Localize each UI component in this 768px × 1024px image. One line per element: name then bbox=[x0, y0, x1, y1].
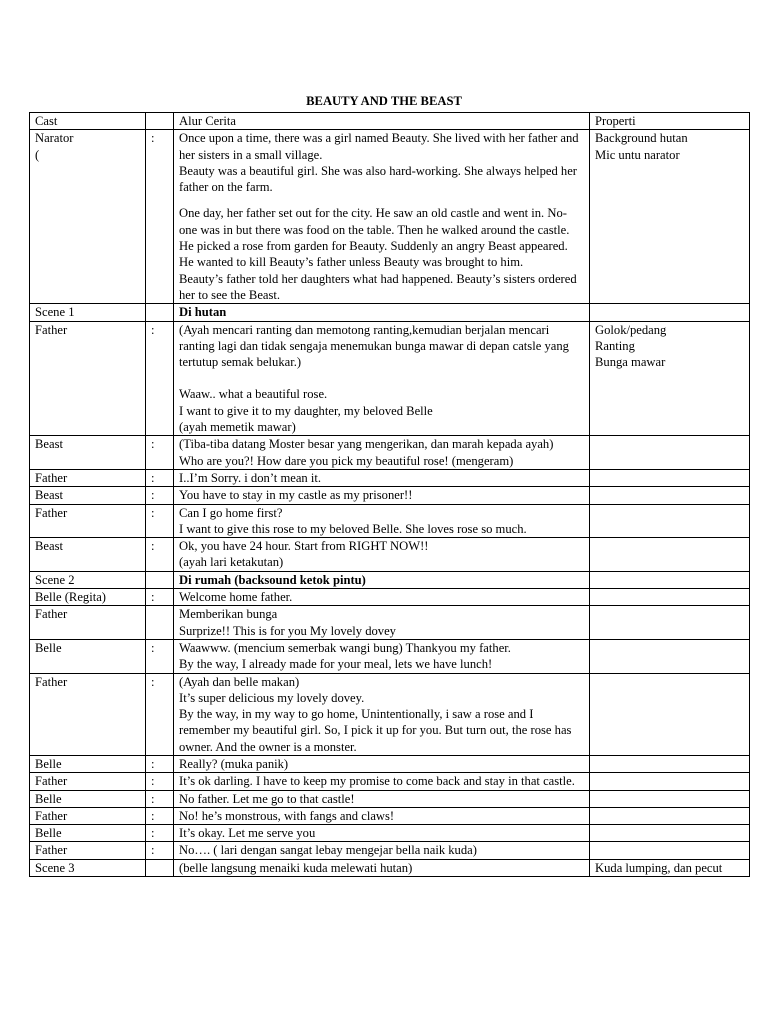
alur-cell-line: Memberikan bunga bbox=[179, 607, 278, 622]
colon-cell bbox=[146, 790, 174, 807]
colon-cell-line: : bbox=[151, 774, 155, 789]
alur-cell-line: (Tiba-tiba datang Moster besar yang mengerikan, dan marah kepada ayah) bbox=[179, 437, 554, 452]
colon-cell bbox=[146, 606, 174, 640]
cast-cell-line: Father bbox=[35, 505, 68, 520]
cast-cell bbox=[30, 773, 146, 790]
cast-cell bbox=[30, 589, 146, 606]
alur-cell bbox=[174, 807, 590, 824]
scene-row bbox=[30, 304, 750, 321]
cast-cell bbox=[30, 436, 146, 470]
cast-cell bbox=[30, 469, 146, 486]
cast-cell bbox=[30, 859, 146, 876]
cast-cell bbox=[30, 807, 146, 824]
alur-cell-line: I want to give it to my daughter, my beloved Belle bbox=[179, 403, 433, 418]
alur-cell-line: (Ayah mencari ranting dan memotong ranting,kemudian berjalan mencari ranting lagi dan tidak sengaja menemukan bunga mawar di depan catsle yang tertutup semak belukar.) bbox=[179, 322, 569, 370]
alur-cell bbox=[174, 673, 590, 755]
properti-cell bbox=[590, 504, 750, 538]
colon-cell-line: : bbox=[151, 488, 155, 503]
colon-cell-line: : bbox=[151, 640, 155, 655]
cast-cell-line: Belle bbox=[35, 640, 62, 655]
properti-cell bbox=[590, 538, 750, 572]
cast-cell bbox=[30, 304, 146, 321]
colon-cell-line: : bbox=[151, 470, 155, 485]
scene-row bbox=[30, 571, 750, 588]
alur-cell bbox=[174, 571, 590, 588]
cast-cell-line: Father bbox=[35, 843, 68, 858]
cast-cell bbox=[30, 673, 146, 755]
alur-cell-line: Can I go home first? bbox=[179, 505, 283, 520]
properti-cell bbox=[590, 571, 750, 588]
cast-cell-line: Father bbox=[35, 607, 68, 622]
colon-cell bbox=[146, 842, 174, 859]
colon-cell bbox=[146, 807, 174, 824]
alur-cell-line: One day, her father set out for the city. He saw an old castle and went in. No-one was in but there was food on the table. Then he walked around the castle. He picked a rose from garden for Beauty. Suddenly an angry Beast appeared. He wanted to kill Beauty’s father unless Beauty was brought to him. bbox=[179, 206, 570, 270]
alur-cell-line: Di hutan bbox=[179, 305, 227, 320]
alur-cell-line: Surprize!! This is for you My lovely dovey bbox=[179, 623, 396, 638]
properti-cell bbox=[590, 469, 750, 486]
alur-cell bbox=[174, 842, 590, 859]
properti-cell bbox=[590, 825, 750, 842]
table-row bbox=[30, 842, 750, 859]
colon-cell bbox=[146, 436, 174, 470]
table-row bbox=[30, 790, 750, 807]
cast-cell bbox=[30, 504, 146, 538]
cast-cell bbox=[30, 639, 146, 673]
properti-cell bbox=[590, 304, 750, 321]
properti-cell bbox=[590, 773, 750, 790]
cast-cell bbox=[30, 130, 146, 304]
cast-cell-line: Narator bbox=[35, 131, 74, 146]
alur-cell-line: By the way, in my way to go home, Unintentionally, i saw a rose and I remember my beautiful girl. So, I pick it up for you. But turn out, the rose has owner. And the owner is a monster. bbox=[179, 707, 572, 754]
table-row bbox=[30, 859, 750, 876]
cast-cell-line: Father bbox=[35, 774, 68, 789]
alur-cell-line: I want to give this rose to my beloved Belle. She loves rose so much. bbox=[179, 521, 527, 536]
cast-cell-line: Belle bbox=[35, 826, 62, 841]
alur-cell bbox=[174, 773, 590, 790]
table-row bbox=[30, 487, 750, 504]
script-table bbox=[29, 112, 750, 877]
colon-cell bbox=[146, 673, 174, 755]
properti-cell-line: Mic untu narator bbox=[595, 147, 680, 162]
cast-cell-line: Belle bbox=[35, 756, 62, 771]
alur-cell bbox=[174, 589, 590, 606]
colon-cell bbox=[146, 589, 174, 606]
table-row bbox=[30, 589, 750, 606]
alur-cell-line: Ok, you have 24 hour. Start from RIGHT NOW!! bbox=[179, 539, 429, 554]
colon-cell-line: : bbox=[151, 674, 155, 689]
colon-cell-line: : bbox=[151, 756, 155, 771]
cast-cell-line: Belle bbox=[35, 791, 62, 806]
header-cast: Cast bbox=[30, 113, 146, 130]
alur-cell-line: No…. ( lari dengan sangat lebay mengejar bella naik kuda) bbox=[179, 843, 477, 858]
cast-cell-line: Belle (Regita) bbox=[35, 590, 106, 605]
alur-cell bbox=[174, 538, 590, 572]
properti-cell bbox=[590, 859, 750, 876]
alur-cell bbox=[174, 130, 590, 304]
properti-cell bbox=[590, 755, 750, 772]
alur-cell bbox=[174, 825, 590, 842]
header-colon bbox=[146, 113, 174, 130]
table-row bbox=[30, 807, 750, 824]
alur-cell bbox=[174, 304, 590, 321]
alur-cell bbox=[174, 487, 590, 504]
colon-cell bbox=[146, 469, 174, 486]
colon-cell-line: : bbox=[151, 437, 155, 452]
properti-cell bbox=[590, 639, 750, 673]
blank-line bbox=[179, 195, 585, 205]
cast-cell-line: Father bbox=[35, 808, 68, 823]
alur-cell-line: No! he’s monstrous, with fangs and claws! bbox=[179, 808, 395, 823]
table-row bbox=[30, 773, 750, 790]
properti-cell bbox=[590, 842, 750, 859]
alur-cell-line: (Ayah dan belle makan) bbox=[179, 674, 300, 689]
colon-cell bbox=[146, 639, 174, 673]
header-properti: Properti bbox=[590, 113, 750, 130]
blank-line bbox=[179, 370, 585, 386]
alur-cell bbox=[174, 790, 590, 807]
alur-cell-line: (ayah memetik mawar) bbox=[179, 420, 296, 435]
cast-cell bbox=[30, 825, 146, 842]
table-row bbox=[30, 755, 750, 772]
cast-cell-line: Beast bbox=[35, 488, 63, 503]
alur-cell-line: Di rumah (backsound ketok pintu) bbox=[179, 572, 366, 587]
colon-cell-line: : bbox=[151, 826, 155, 841]
properti-cell-line: Golok/pedang bbox=[595, 322, 667, 337]
table-row bbox=[30, 504, 750, 538]
properti-cell bbox=[590, 130, 750, 304]
colon-cell bbox=[146, 859, 174, 876]
table-row bbox=[30, 130, 750, 304]
alur-cell-line: (belle langsung menaiki kuda melewati hutan) bbox=[179, 860, 413, 875]
table-row bbox=[30, 436, 750, 470]
properti-cell bbox=[590, 436, 750, 470]
cast-cell-line: Beast bbox=[35, 539, 63, 554]
properti-cell-line: Background hutan bbox=[595, 131, 688, 146]
cast-cell-line: ( bbox=[35, 147, 40, 162]
colon-cell bbox=[146, 504, 174, 538]
colon-cell-line: : bbox=[151, 539, 155, 554]
cast-cell-line: Father bbox=[35, 322, 68, 337]
colon-cell bbox=[146, 825, 174, 842]
alur-cell-line: Beauty was a beautiful girl. She was also hard-working. She always helped her father on the farm. bbox=[179, 163, 577, 195]
colon-cell bbox=[146, 538, 174, 572]
alur-cell bbox=[174, 755, 590, 772]
alur-cell-line: (ayah lari ketakutan) bbox=[179, 555, 284, 570]
alur-cell bbox=[174, 606, 590, 640]
colon-cell-line: : bbox=[151, 808, 155, 823]
alur-cell-line: You have to stay in my castle as my prisoner!! bbox=[179, 488, 413, 503]
alur-cell-line: By the way, I already made for your meal, lets we have lunch! bbox=[179, 657, 493, 672]
colon-cell-line: : bbox=[151, 791, 155, 806]
alur-cell bbox=[174, 504, 590, 538]
cast-cell-line: Scene 1 bbox=[35, 305, 75, 320]
alur-cell-line: It’s ok darling. I have to keep my promise to come back and stay in that castle. bbox=[179, 774, 575, 789]
colon-cell bbox=[146, 755, 174, 772]
alur-cell-line: It’s okay. Let me serve you bbox=[179, 826, 316, 841]
cast-cell-line: Scene 2 bbox=[35, 572, 75, 587]
cast-cell bbox=[30, 321, 146, 436]
colon-cell bbox=[146, 571, 174, 588]
properti-cell bbox=[590, 487, 750, 504]
alur-cell-line: No father. Let me go to that castle! bbox=[179, 791, 355, 806]
alur-cell-line: Welcome home father. bbox=[179, 590, 293, 605]
alur-cell-line: Waawww. (mencium semerbak wangi bung) Thankyou my father. bbox=[179, 640, 511, 655]
cast-cell bbox=[30, 538, 146, 572]
properti-cell-line: Kuda lumping, dan pecut bbox=[595, 860, 723, 875]
header-row bbox=[30, 113, 750, 130]
colon-cell-line: : bbox=[151, 505, 155, 520]
colon-cell bbox=[146, 304, 174, 321]
properti-cell bbox=[590, 321, 750, 436]
alur-cell-line: I..I’m Sorry. i don’t mean it. bbox=[179, 470, 322, 485]
alur-cell-line: It’s super delicious my lovely dovey. bbox=[179, 690, 365, 705]
cast-cell-line: Father bbox=[35, 470, 68, 485]
table-row bbox=[30, 321, 750, 436]
header-alur-cerita: Alur Cerita bbox=[174, 113, 590, 130]
document-title: BEAUTY AND THE BEAST bbox=[306, 94, 462, 108]
table-row bbox=[30, 538, 750, 572]
properti-cell bbox=[590, 589, 750, 606]
colon-cell bbox=[146, 130, 174, 304]
cast-cell bbox=[30, 571, 146, 588]
colon-cell bbox=[146, 487, 174, 504]
script-body bbox=[30, 130, 750, 877]
table-row bbox=[30, 639, 750, 673]
cast-cell bbox=[30, 755, 146, 772]
alur-cell-line: Waaw.. what a beautiful rose. bbox=[179, 387, 328, 402]
colon-cell bbox=[146, 321, 174, 436]
cast-cell bbox=[30, 606, 146, 640]
table-row bbox=[30, 606, 750, 640]
alur-cell bbox=[174, 859, 590, 876]
colon-cell bbox=[146, 773, 174, 790]
table-row bbox=[30, 469, 750, 486]
alur-cell bbox=[174, 469, 590, 486]
table-row bbox=[30, 825, 750, 842]
properti-cell-line: Ranting bbox=[595, 338, 635, 353]
properti-cell bbox=[590, 606, 750, 640]
cast-cell bbox=[30, 842, 146, 859]
alur-cell-line: Who are you?! How dare you pick my beautiful rose! (mengeram) bbox=[179, 453, 514, 468]
colon-cell-line: : bbox=[151, 843, 155, 858]
alur-cell-line: Beauty’s father told her daughters what had happened. Beauty’s sisters ordered her to see the Beast. bbox=[179, 271, 577, 302]
alur-cell-line: Once upon a time, there was a girl named Beauty. She lived with her father and her sisters in a small village. bbox=[179, 131, 579, 162]
properti-cell bbox=[590, 790, 750, 807]
properti-cell bbox=[590, 673, 750, 755]
properti-cell-line: Bunga mawar bbox=[595, 355, 666, 370]
cast-cell bbox=[30, 790, 146, 807]
cast-cell-line: Beast bbox=[35, 437, 63, 452]
colon-cell-line: : bbox=[151, 590, 155, 605]
alur-cell-line: Really? (muka panik) bbox=[179, 756, 289, 771]
colon-cell-line: : bbox=[151, 131, 155, 146]
alur-cell bbox=[174, 639, 590, 673]
alur-cell bbox=[174, 436, 590, 470]
alur-cell bbox=[174, 321, 590, 436]
properti-cell bbox=[590, 807, 750, 824]
table-row bbox=[30, 673, 750, 755]
cast-cell-line: Father bbox=[35, 674, 68, 689]
cast-cell bbox=[30, 487, 146, 504]
colon-cell-line: : bbox=[151, 322, 155, 337]
cast-cell-line: Scene 3 bbox=[35, 860, 75, 875]
